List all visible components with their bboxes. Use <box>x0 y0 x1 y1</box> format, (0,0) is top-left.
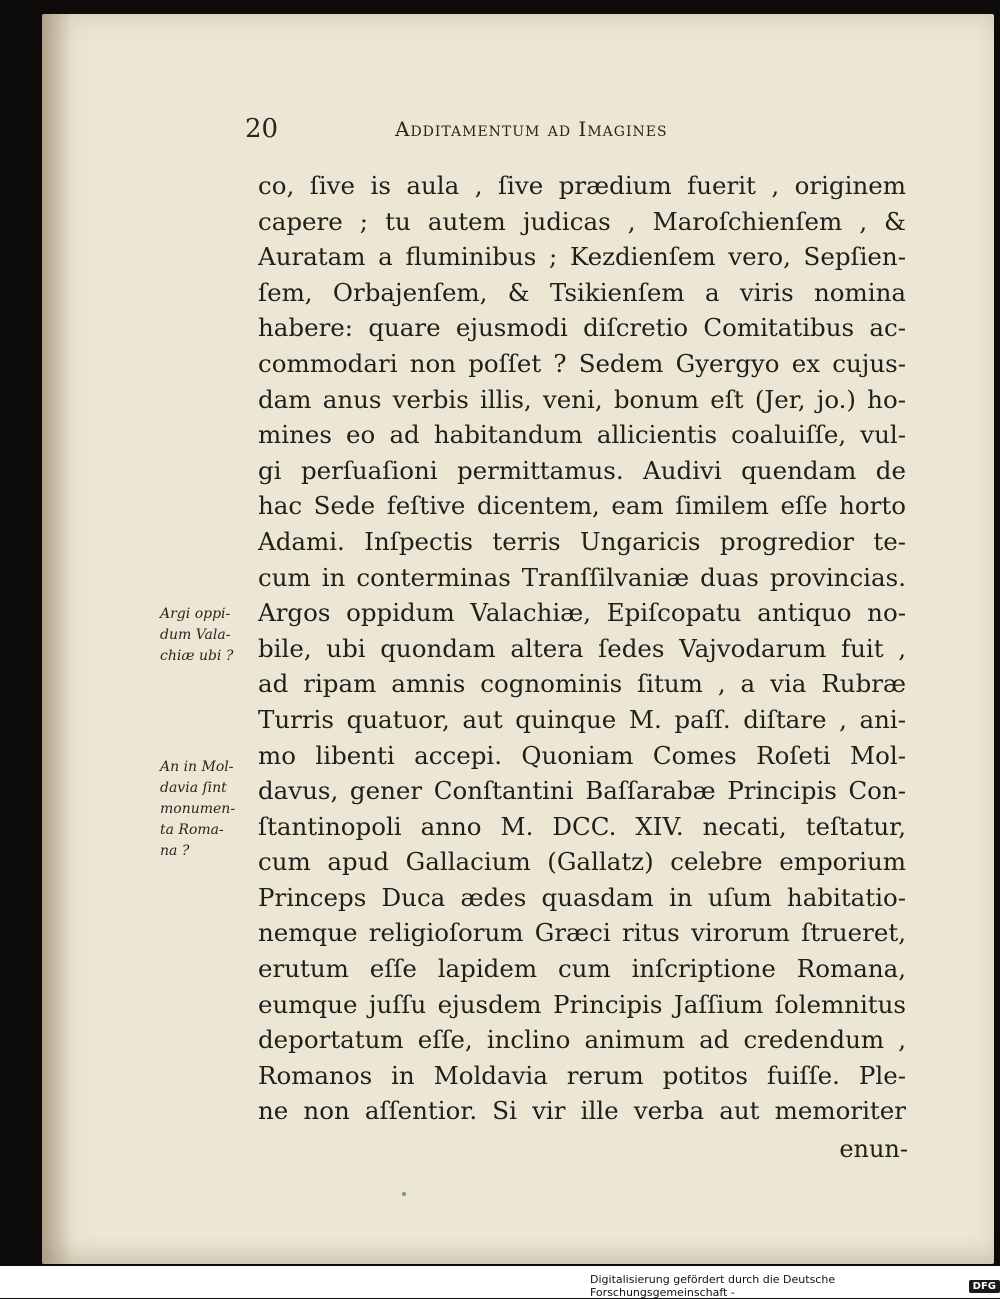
text-line: hac Sede feſtive dicentem, eam ſimilem eſſe horto <box>258 491 906 521</box>
text-line: Turris quatuor, aut quinque M. paſſ. diſtare , ani- <box>258 704 906 734</box>
dfg-logo-icon: DFG <box>969 1280 1000 1293</box>
margin-note-argos: Argi oppi- dum Vala- chiæ ubi ? <box>160 606 234 664</box>
text-line: Argos oppidum Valachiæ, Epiſcopatu antiquo no- <box>258 598 906 628</box>
text-line: nemque religioſorum Græci ritus virorum ſtrueret, <box>258 918 906 948</box>
footer-credit <box>590 1273 1000 1299</box>
text-line: ſem, Orbajenſem, & Tsikienſem a viris nomina <box>258 277 906 307</box>
text-line: cum apud Gallacium (Gallatz) celebre emporium <box>258 847 906 877</box>
text-line: deportatum eſſe, inclino animum ad credendum , <box>258 1025 906 1055</box>
footer-credit-text: Digitalisierung gefördert durch die Deutsche Forschungsgemeinschaft - <box>590 1273 836 1299</box>
ink-speck <box>402 1192 406 1196</box>
page-gutter-shadow <box>42 14 72 1264</box>
text-line: ne non aſſentior. Si vir ille verba aut memoriter <box>258 1096 906 1126</box>
text-line: capere ; tu autem judicas , Maroſchienſem , & <box>258 206 906 236</box>
text-line: ſtantinopoli anno M. DCC. XIV. necati, teſtatur, <box>258 811 906 841</box>
text-line: cum in conterminas Tranſſilvaniæ duas provincias. <box>258 562 906 592</box>
text-line: bile, ubi quondam altera ſedes Vajvodarum fuit , <box>258 633 906 663</box>
text-line: mines eo ad habitandum allicientis coaluiſſe, vul- <box>258 420 906 450</box>
text-line: Adami. Inſpectis terris Ungaricis progredior te- <box>258 526 906 556</box>
text-line: Princeps Duca ædes quasdam in uſum habitatio- <box>258 882 906 912</box>
text-line: erutum eſſe lapidem cum inſcriptione Romana, <box>258 954 906 984</box>
margin-note-moldavia: An in Mol- davia ſint monumen- ta Roma- na ? <box>160 759 236 859</box>
text-line: Auratam a fluminibus ; Kezdienſem vero, Sepſien- <box>258 242 906 272</box>
body-text <box>258 168 906 1129</box>
text-line: gi perſuaſioni permittamus. Audivi quendam de <box>258 455 906 485</box>
text-line: dam anus verbis illis, veni, bonum eſt (Jer, jo.) ho- <box>258 384 906 414</box>
running-head <box>245 114 765 148</box>
text-line: Romanos in Moldavia rerum potitos fuiſſe. Ple- <box>258 1060 906 1090</box>
text-line: co, ſive is aula , ſive prædium fuerit , originem <box>258 171 906 200</box>
text-line: habere: quare ejusmodi diſcretio Comitatibus ac- <box>258 313 906 343</box>
text-line: commodari non poſſet ? Sedem Gyergyo ex cujus- <box>258 348 906 378</box>
text-line: davus, gener Conſtantini Baſſarabæ Principis Con- <box>258 776 906 806</box>
catchword: enun- <box>839 1135 908 1163</box>
text-line: ad ripam amnis cognominis ſitum , a via Rubræ <box>258 669 906 699</box>
text-line: eumque juſſu ejusdem Principis Jaſſium ſolemnitus <box>258 989 906 1019</box>
page-number: 20 <box>245 114 279 144</box>
text-line: mo libenti accepi. Quoniam Comes Roſeti Mol- <box>258 740 906 770</box>
running-title: Additamentum ad Imagines <box>395 117 668 141</box>
